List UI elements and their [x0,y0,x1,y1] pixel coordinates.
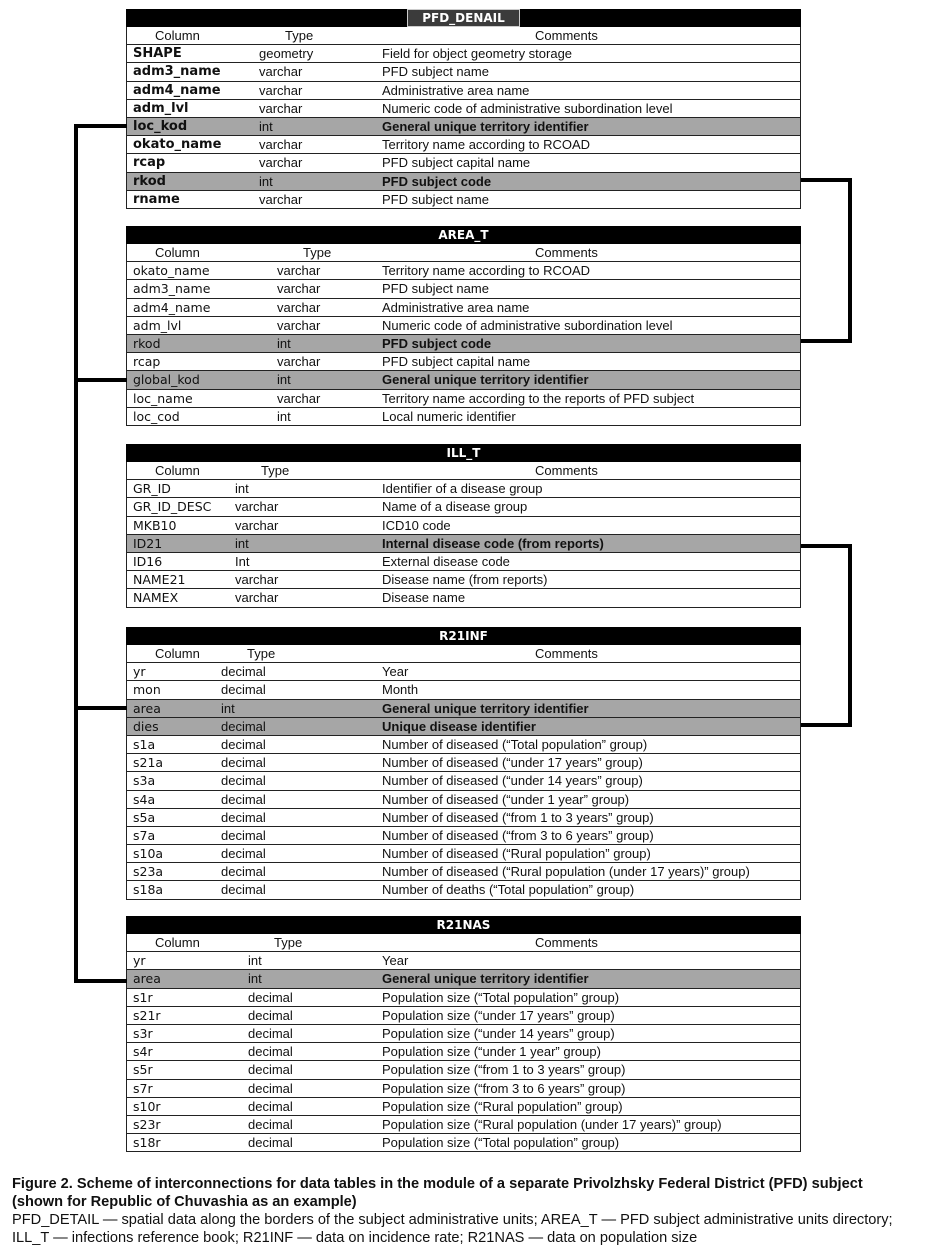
table-row [126,191,801,209]
connector-territory-r21nas-area [74,979,127,983]
column-type: varchar [259,137,303,153]
column-type: int [235,481,249,497]
table-row [126,791,801,809]
column-name: s7a [133,827,156,843]
table-row [126,663,801,681]
column-type: int [221,700,235,716]
key-row [126,535,801,553]
column-comment: Population size (“under 17 years” group) [382,1007,615,1023]
table-area-t [126,226,801,426]
column-comment: Number of diseased (“under 1 year” group) [382,791,630,807]
column-comment: Administrative area name [382,299,530,315]
column-name: dies [133,718,159,734]
column-type: decimal [221,718,266,734]
figure-caption [12,1175,917,1247]
column-comment: Numeric code of administrative subordination level [382,317,673,333]
table-row [126,1025,801,1043]
column-name: rcap [133,155,166,171]
column-comment: Number of diseased (“from 1 to 3 years” group) [382,809,654,825]
column-name: NAMEX [133,590,179,606]
column-type: decimal [221,827,266,843]
table-row [126,589,801,607]
table-title [126,627,801,645]
column-name: adm_lvl [133,317,182,333]
table-title-text: ILL_T [446,446,481,460]
column-header: Type [285,28,314,43]
column-comment: Population size (“under 14 years” group) [382,1025,615,1041]
column-comment: Disease name (from reports) [382,572,548,588]
column-name: adm3_name [133,281,211,297]
table-row [126,154,801,172]
connector-disease-top [801,544,852,548]
table-row [126,989,801,1007]
column-type: decimal [248,1135,293,1151]
caption-title: Figure 2. Scheme of interconnections for data tables in the module of a separate Privolzhsky Federal District (PFD) subject (shown for Republic of Chuvashia as an example) [12,1176,863,1210]
column-type: varchar [277,281,321,297]
table-row [126,1098,801,1116]
column-comment: Identifier of a disease group [382,481,543,497]
table-row [126,390,801,408]
table-title [126,444,801,462]
column-type: int [259,173,273,189]
column-comment: Population size (“Rural population” group) [382,1098,623,1114]
column-header: Column [155,935,200,950]
column-header: Column [155,245,200,260]
column-type: decimal [248,1025,293,1041]
column-name: ID21 [133,535,163,551]
column-comment: Population size (“Rural population (under 17 years)” group) [382,1116,722,1132]
column-type: decimal [221,882,266,898]
column-type: decimal [221,809,266,825]
column-type: decimal [248,1098,293,1114]
column-header: Type [261,463,290,478]
column-type: int [277,372,291,388]
column-comment: General unique territory identifier [382,971,589,987]
column-type: varchar [259,155,303,171]
table-r21inf [126,627,801,900]
column-comment: Local numeric identifier [382,408,516,424]
column-header: Comments [535,245,598,260]
column-name: s3r [133,1025,153,1041]
column-name: s4r [133,1044,153,1060]
column-type: varchar [277,354,321,370]
table-row [126,736,801,754]
table-title-text: R21NAS [436,918,491,932]
column-header: Type [274,935,303,950]
table-header-row [126,27,801,45]
column-header: Column [155,463,200,478]
column-comment: General unique territory identifier [382,700,589,716]
table-row [126,517,801,535]
column-name: rcap [133,354,161,370]
table-row [126,952,801,970]
column-type: varchar [277,299,321,315]
table-row [126,408,801,426]
column-name: ID16 [133,553,163,569]
table-row [126,1116,801,1134]
column-name: SHAPE [133,46,182,62]
connector-rkod-bottom [801,339,852,343]
column-header: Comments [535,28,598,43]
column-comment: External disease code [382,553,510,569]
column-header: Comments [535,935,598,950]
column-name: s18a [133,882,164,898]
column-name: yr [133,953,146,969]
table-row [126,881,801,899]
connector-rkod-vertical [848,178,852,343]
column-comment: Name of a disease group [382,499,528,515]
table-row [126,353,801,371]
column-name: loc_kod [133,118,188,134]
table-row [126,317,801,335]
connector-territory-vertical [74,124,78,983]
column-type: decimal [221,736,266,752]
column-type: int [248,953,262,969]
column-comment: Numeric code of administrative subordination level [382,100,673,116]
column-name: global_kod [133,372,200,388]
column-header: Column [155,28,200,43]
column-name: s23a [133,864,164,880]
column-header: Comments [535,646,598,661]
table-row [126,772,801,790]
column-type: decimal [248,1080,293,1096]
column-name: s18r [133,1135,161,1151]
column-name: s1r [133,989,153,1005]
column-type: int [277,408,291,424]
connector-rkod-top [801,178,852,182]
table-row [126,299,801,317]
table-title [126,9,801,27]
key-row [126,718,801,736]
table-row [126,553,801,571]
key-row [126,173,801,191]
column-name: okato_name [133,263,210,279]
column-type: varchar [277,390,321,406]
column-type: decimal [221,755,266,771]
table-row [126,1080,801,1098]
table-header-row [126,934,801,952]
column-name: okato_name [133,137,222,153]
column-comment: Unique disease identifier [382,718,536,734]
column-comment: Population size (“Total population” group) [382,1135,620,1151]
column-name: loc_cod [133,408,180,424]
column-type: decimal [221,664,266,680]
column-comment: PFD subject name [382,191,489,207]
column-name: MKB10 [133,517,177,533]
column-type: varchar [235,572,279,588]
table-title [126,916,801,934]
column-name: s21r [133,1007,161,1023]
column-name: GR_ID [133,481,171,497]
connector-territory-r21inf-area [74,706,127,710]
column-comment: PFD subject capital name [382,354,531,370]
table-r21nas [126,916,801,1152]
key-row [126,118,801,136]
column-comment: Field for object geometry storage [382,46,573,62]
connector-disease-bottom [801,723,852,727]
table-row [126,136,801,154]
column-type: decimal [248,1116,293,1132]
table-row [126,480,801,498]
column-type: varchar [235,590,279,606]
table-row [126,754,801,772]
column-type: int [259,118,273,134]
table-row [126,280,801,298]
column-type: int [235,535,249,551]
column-type: varchar [277,263,321,279]
column-type: decimal [221,846,266,862]
column-name: mon [133,682,161,698]
column-type: decimal [221,682,266,698]
table-header-row [126,645,801,663]
table-title [126,226,801,244]
column-name: loc_name [133,390,193,406]
column-name: NAME21 [133,572,186,588]
column-comment: PFD subject code [382,173,492,189]
column-comment: Population size (“under 1 year” group) [382,1044,601,1060]
column-type: decimal [221,791,266,807]
column-comment: Year [382,664,409,680]
column-type: decimal [248,989,293,1005]
column-type: varchar [259,82,303,98]
table-row [126,863,801,881]
column-comment: Number of diseased (“Total population” group) [382,736,648,752]
column-comment: Territory name according to RCOAD [382,263,591,279]
table-row [126,827,801,845]
column-name: area [133,700,161,716]
column-comment: General unique territory identifier [382,118,589,134]
column-comment: Number of diseased (“from 3 to 6 years” group) [382,827,654,843]
table-row [126,1134,801,1152]
column-comment: Disease name [382,590,466,606]
column-comment: Number of deaths (“Total population” group) [382,882,635,898]
column-type: geometry [259,46,314,62]
column-name: s5r [133,1062,153,1078]
column-comment: Population size (“from 1 to 3 years” group) [382,1062,626,1078]
column-comment: Administrative area name [382,82,530,98]
column-type: decimal [248,1044,293,1060]
column-type: varchar [235,517,279,533]
column-name: s5a [133,809,156,825]
table-row [126,571,801,589]
column-comment: General unique territory identifier [382,372,589,388]
column-comment: Population size (“from 3 to 6 years” group) [382,1080,626,1096]
column-comment: Number of diseased (“under 14 years” group) [382,773,643,789]
column-type: varchar [235,499,279,515]
column-comment: Number of diseased (“under 17 years” group) [382,755,643,771]
column-type: varchar [259,100,303,116]
table-header-row [126,244,801,262]
table-row [126,845,801,863]
column-comment: Population size (“Total population” group) [382,989,620,1005]
table-row [126,809,801,827]
column-name: adm_lvl [133,100,189,116]
column-name: s10r [133,1098,161,1114]
column-comment: Month [382,682,419,698]
column-name: yr [133,664,146,680]
table-row [126,45,801,63]
key-row [126,371,801,389]
caption-text: PFD_DETAIL — spatial data along the borders of the subject administrative units; AREA_T — PFD subject administrative units directory; ILL_T — infections reference book; R21INF — data on incidence rate; R21NAS — data on population size [12,1212,893,1246]
table-row [126,262,801,280]
column-type: int [277,335,291,351]
column-comment: Internal disease code (from reports) [382,535,604,551]
column-comment: Year [382,953,409,969]
key-row [126,700,801,718]
column-name: s4a [133,791,156,807]
column-header: Column [155,646,200,661]
column-type: varchar [259,191,303,207]
column-type: varchar [259,64,303,80]
column-name: s21a [133,755,164,771]
column-name: rkod [133,173,166,189]
column-header: Comments [535,463,598,478]
column-name: adm3_name [133,64,221,80]
column-name: GR_ID_DESC [133,499,212,515]
column-comment: Territory name according to RCOAD [382,137,591,153]
column-comment: Number of diseased (“Rural population” group) [382,846,651,862]
table-title-text: PFD_DENAIL [407,9,520,27]
connector-territory-global-kod [74,378,127,382]
column-comment: ICD10 code [382,517,451,533]
column-name: adm4_name [133,82,221,98]
column-type: varchar [277,317,321,333]
column-name: area [133,971,161,987]
table-ill-t [126,444,801,608]
table-row [126,82,801,100]
column-comment: PFD subject code [382,335,492,351]
column-type: decimal [221,864,266,880]
column-comment: Territory name according to the reports of PFD subject [382,390,695,406]
table-row [126,1061,801,1079]
table-pfd-denail [126,9,801,209]
column-header: Type [247,646,276,661]
column-type: Int [235,553,250,569]
connector-territory-loc-kod [74,124,127,128]
table-row [126,100,801,118]
column-name: s10a [133,846,164,862]
table-title-text: R21INF [439,629,488,643]
column-type: decimal [248,1007,293,1023]
column-name: rname [133,191,180,207]
connector-disease-vertical [848,544,852,727]
column-type: int [248,971,262,987]
column-header: Type [303,245,332,260]
column-name: s3a [133,773,156,789]
column-name: s1a [133,736,156,752]
column-type: decimal [248,1062,293,1078]
table-row [126,1007,801,1025]
column-comment: Number of diseased (“Rural population (under 17 years)” group) [382,864,750,880]
table-title-text: AREA_T [438,228,489,242]
table-row [126,1043,801,1061]
key-row [126,970,801,988]
table-header-row [126,462,801,480]
column-comment: PFD subject capital name [382,155,531,171]
table-row [126,681,801,699]
column-name: s23r [133,1116,161,1132]
column-type: decimal [221,773,266,789]
key-row [126,335,801,353]
column-name: s7r [133,1080,153,1096]
table-row [126,63,801,81]
column-comment: PFD subject name [382,64,489,80]
column-name: rkod [133,335,161,351]
column-name: adm4_name [133,299,211,315]
table-row [126,498,801,516]
column-comment: PFD subject name [382,281,489,297]
